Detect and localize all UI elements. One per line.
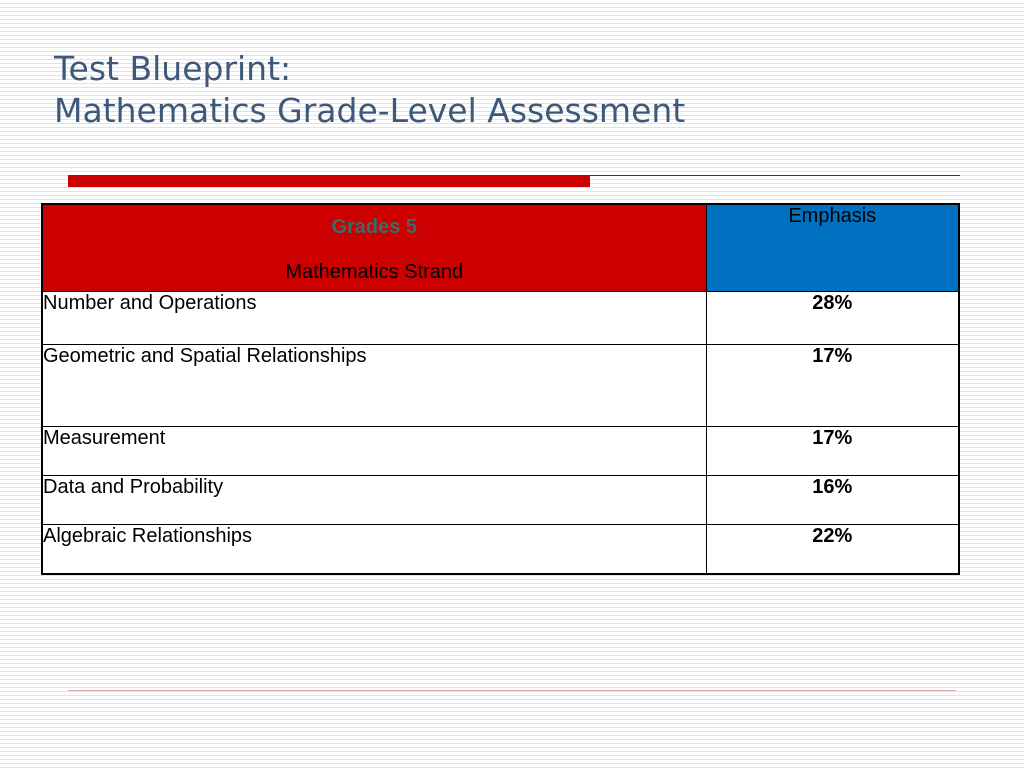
table-header-row [42, 204, 959, 292]
header-strand-cell [42, 204, 706, 292]
emphasis-cell: 28% [706, 292, 959, 345]
emphasis-cell: 16% [706, 476, 959, 525]
table-row [42, 345, 959, 427]
slide-title [54, 48, 685, 132]
emphasis-column-header: Emphasis [706, 204, 959, 292]
slide-title-line-1: Test Blueprint: [54, 49, 292, 88]
strand-cell: Measurement [42, 427, 706, 476]
slide-title-line-2: Mathematics Grade-Level Assessment [54, 91, 686, 130]
strand-cell: Geometric and Spatial Relationships [42, 345, 706, 427]
footer-divider [68, 690, 956, 691]
blueprint-table [41, 203, 960, 575]
table-row [42, 476, 959, 525]
grades-label: Grades 5 [331, 216, 418, 238]
table-row [42, 525, 959, 575]
emphasis-cell: 17% [706, 427, 959, 476]
strand-cell: Data and Probability [42, 476, 706, 525]
strand-column-header: Mathematics Strand [285, 261, 464, 283]
title-accent-line [590, 175, 960, 176]
table-row [42, 427, 959, 476]
emphasis-cell: 22% [706, 525, 959, 575]
strand-cell: Number and Operations [42, 292, 706, 345]
emphasis-cell: 17% [706, 345, 959, 427]
title-accent-bar [68, 175, 590, 187]
table-row [42, 292, 959, 345]
strand-cell: Algebraic Relationships [42, 525, 706, 575]
